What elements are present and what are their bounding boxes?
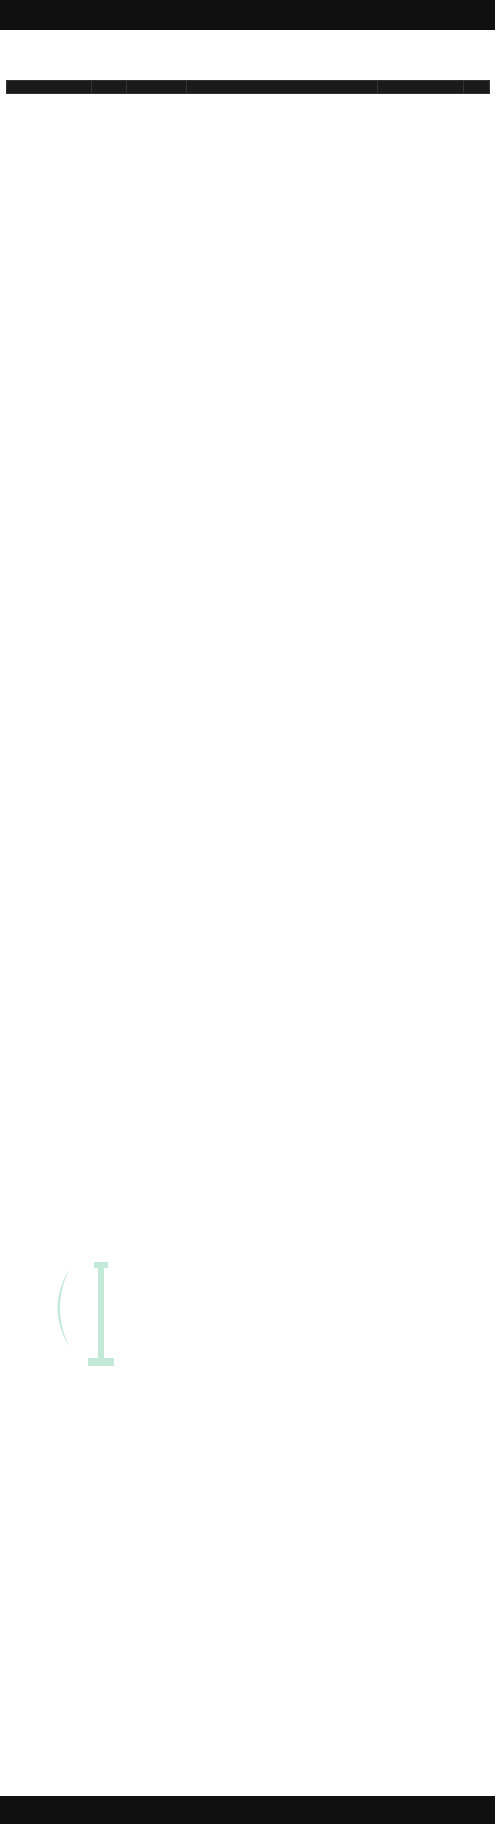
header-post [378,81,464,94]
table-header-row [7,81,490,94]
header-quota [7,81,92,94]
header-count [92,81,127,94]
vacancies-table [6,80,490,94]
header-qualification [187,81,378,94]
page-title [0,0,495,30]
header-serial [464,81,490,94]
footer-signature [0,1796,495,1824]
watermark-logo [40,1248,400,1378]
minar-icon [58,1262,115,1366]
header-age [127,81,187,94]
